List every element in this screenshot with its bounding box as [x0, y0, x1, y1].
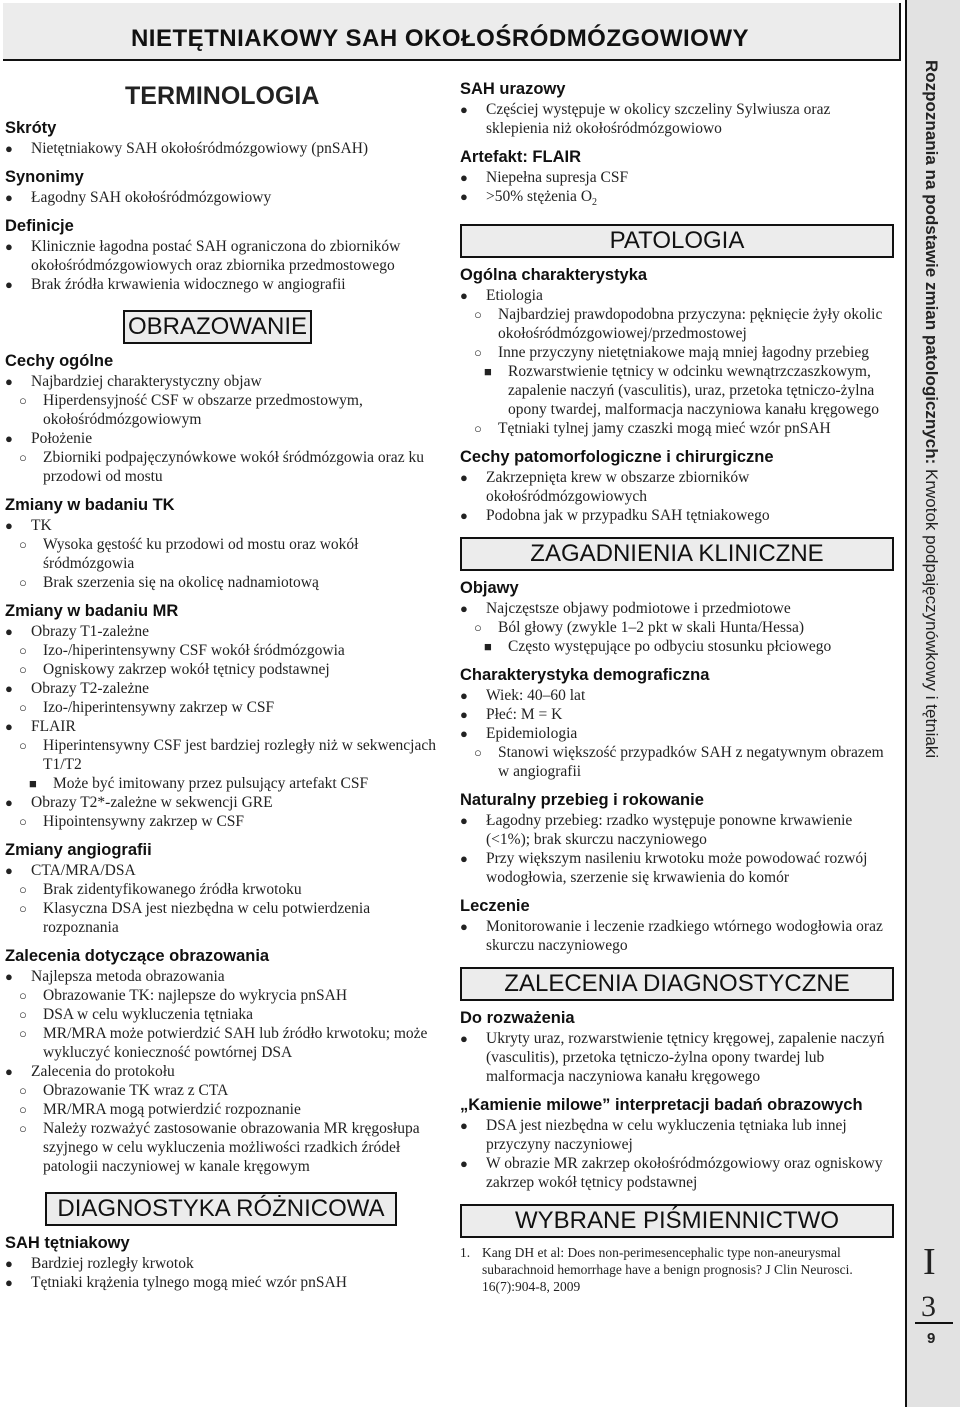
- circle-bullet-icon: ○: [474, 307, 482, 323]
- list-item: ● Najlepsza metoda obrazowania: [5, 968, 225, 985]
- list-item: ● Wiek: 40–60 lat: [460, 687, 586, 705]
- list-item: ● Klinicznie łagodna postać SAH ograniczona do zbiorników okołośródmózgowiowych oraz zbiornika przedmostowego: [5, 238, 401, 274]
- bullet-icon: ●: [460, 288, 468, 304]
- do-rozwazenia-heading: Do rozważenia: [460, 1009, 575, 1028]
- list-item: ● >50% stężenia $O_2$: [460, 188, 598, 209]
- przebieg-heading: Naturalny przebieg i rokowanie: [460, 791, 704, 810]
- bullet-icon: ●: [5, 277, 13, 292]
- clinical-heading: ZAGADNIENIA KLINICZNE: [530, 540, 824, 568]
- bullet-icon: ●: [460, 707, 468, 723]
- circle-bullet-icon: ○: [19, 1102, 27, 1117]
- bullet-icon: ●: [5, 431, 13, 446]
- list-item: ○ Izo-/hiperintensywny zakrzep w CSF: [19, 699, 275, 716]
- list-item: ● Nietętniakowy SAH okołośródmózgowiowy (pnSAH): [5, 140, 369, 157]
- list-item: ● Brak źródła krwawienia widocznego w angiografii: [5, 276, 346, 293]
- angio-heading: Zmiany angiografii: [5, 841, 152, 859]
- bullet-icon: ●: [5, 190, 13, 205]
- tk-heading: Zmiany w badaniu TK: [5, 496, 175, 514]
- section-box-clinical: [460, 537, 894, 571]
- circle-bullet-icon: ○: [474, 620, 482, 636]
- title-banner: [3, 3, 901, 61]
- divider: [915, 1322, 953, 1324]
- list-item: ● CTA/MRA/DSA: [5, 862, 136, 879]
- bullet-icon: ●: [5, 624, 13, 639]
- circle-bullet-icon: ○: [19, 814, 27, 829]
- page-title: NIETĘTNIAKOWY SAH OKOŁOŚRÓDMÓZGOWIOWY: [130, 25, 749, 52]
- bullet-icon: ●: [460, 1156, 468, 1172]
- reference-item: [460, 1244, 892, 1295]
- section-box-diagnostic: [460, 967, 894, 1001]
- list-item: ● TK: [5, 517, 52, 534]
- list-item: ○ Tętniaki tylnej jamy czaszki mogą mieć wzór pnSAH: [474, 420, 831, 438]
- circle-bullet-icon: ○: [19, 988, 27, 1003]
- section-box-literature: [460, 1204, 894, 1238]
- bullet-icon: ●: [5, 141, 13, 156]
- bullet-icon: ●: [460, 189, 468, 204]
- list-item: ● DSA jest niezbędna w celu wykluczenia tętniaka lub innej przyczyny naczyniowej: [460, 1117, 847, 1154]
- list-item: ● Bardziej rozległy krwotok: [5, 1255, 194, 1272]
- circle-bullet-icon: ○: [19, 882, 27, 897]
- list-item: ○ Stanowi większość przypadków SAH z negatywnym obrazem w angiografii: [474, 744, 884, 781]
- bullet-icon: ●: [460, 813, 468, 829]
- list-item: ● Płeć: M = K: [460, 706, 563, 724]
- bullet-icon: ●: [460, 508, 468, 524]
- section-box-imaging: [123, 310, 312, 344]
- leczenie-heading: Leczenie: [460, 897, 530, 916]
- list-item: ● Obrazy T2*-zależne w sekwencji GRE: [5, 794, 273, 811]
- list-item: ○ MR/MRA mogą potwierdzić rozpoznanie: [19, 1101, 301, 1118]
- zalecenia-heading: Zalecenia dotyczące obrazowania: [5, 947, 270, 965]
- sah-tetniakowy-heading: SAH tętniakowy: [5, 1234, 130, 1252]
- circle-bullet-icon: ○: [19, 575, 27, 590]
- demografia-heading: Charakterystyka demograficzna: [460, 666, 710, 685]
- reference-text: Kang DH et al: Does non-perimesencephalic type non-aneurysmal subarachnoid hemorrhage have a benign prognosis? J Clin Neurosci. 16(7):904-8, 2009: [482, 1245, 853, 1295]
- list-item: ● Łagodny SAH okołośródmózgowiowy: [5, 189, 272, 206]
- bullet-icon: ●: [5, 1064, 13, 1079]
- bullet-icon: ●: [5, 681, 13, 696]
- literature-heading: WYBRANE PIŚMIENNICTWO: [514, 1207, 839, 1235]
- list-item: ● Zalecenia do protokołu: [5, 1063, 175, 1080]
- differential-heading: DIAGNOSTYKA RÓŻNICOWA: [57, 1195, 385, 1222]
- list-item: ■ Często występujące po odbyciu stosunku płciowego: [484, 638, 832, 656]
- kamienie-heading: „Kamienie milowe” interpretacji badań obrazowych: [460, 1096, 863, 1115]
- list-item: ○ Najbardziej prawdopodobna przyczyna: pęknięcie żyły okolic okołośródmózgowiowej/przedmostowej: [474, 306, 883, 343]
- list-item: ○ Należy rozważyć zastosowanie obrazowania MR kręgosłupa szyjnego w celu wykluczenia możliwości rzadkich źródeł patologii naczyniowej w kanale kręgowym: [19, 1120, 420, 1175]
- list-item: ○ Ból głowy (zwykle 1–2 pkt w skali Hunta/Hessa): [474, 619, 805, 637]
- flair-heading: Artefakt: FLAIR: [460, 148, 582, 166]
- chapter-title-regular: Krwotok podpajęczynówkowy i tętniaki: [922, 464, 941, 759]
- bullet-icon: ●: [460, 1118, 468, 1134]
- reference-number: 1.: [460, 1245, 471, 1261]
- square-bullet-icon: ■: [484, 364, 492, 380]
- bullet-icon: ●: [460, 919, 468, 935]
- terminology-heading: TERMINOLOGIA: [125, 82, 320, 110]
- bullet-icon: ●: [460, 601, 468, 617]
- circle-bullet-icon: ○: [19, 643, 27, 658]
- diagnostic-heading: ZALECENIA DIAGNOSTYCZNE: [504, 970, 850, 998]
- synonimy-heading: Synonimy: [5, 168, 84, 186]
- patomorfologia-heading: Cechy patomorfologiczne i chirurgiczne: [460, 448, 774, 467]
- circle-bullet-icon: ○: [19, 1121, 27, 1136]
- circle-bullet-icon: ○: [19, 450, 27, 465]
- list-item: ○ Hiperintensywny CSF jest bardziej rozległy niż w sekwencjach T1/T2: [19, 737, 436, 773]
- bullet-icon: ●: [460, 851, 468, 867]
- section-box-pathology: [460, 224, 894, 258]
- circle-bullet-icon: ○: [19, 1083, 27, 1098]
- skroty-heading: Skróty: [5, 119, 57, 137]
- list-item: ● W obrazie MR zakrzep okołośródmózgowiowy oraz ogniskowy zakrzep wokół tętnicy podstawnej: [460, 1155, 883, 1192]
- circle-bullet-icon: ○: [474, 421, 482, 437]
- section-number: 3: [921, 1290, 936, 1323]
- list-item: ○ Hipointensywny zakrzep w CSF: [19, 813, 245, 830]
- bullet-icon: ●: [5, 719, 13, 734]
- bullet-icon: ●: [5, 239, 13, 254]
- list-item: ● Zakrzepnięta krew w obszarze zbiorników okołośródmózgowiowych: [460, 469, 750, 506]
- objawy-heading: Objawy: [460, 579, 519, 598]
- mr-heading: Zmiany w badaniu MR: [5, 602, 179, 620]
- list-item: ● Tętniaki krążenia tylnego mogą mieć wzór pnSAH: [5, 1274, 347, 1291]
- list-item: ● Monitorowanie i leczenie rzadkiego wtórnego wodogłowia oraz skurczu naczyniowego: [460, 918, 883, 955]
- circle-bullet-icon: ○: [19, 1026, 27, 1041]
- circle-bullet-icon: ○: [19, 537, 27, 552]
- square-bullet-icon: ■: [29, 776, 37, 791]
- list-item: ● Ukryty uraz, rozwarstwienie tętnicy kręgowej, zapalenie naczyń (vasculitis), przetoka tętniczo-żylna opony twardej lub malformacja naczyniowa kanału kręgowego: [460, 1030, 885, 1086]
- pathology-heading: PATOLOGIA: [609, 227, 745, 255]
- list-item: ○ Brak szerzenia się na okolicę nadnamiotową: [19, 574, 319, 591]
- circle-bullet-icon: ○: [19, 393, 27, 408]
- page-number: 9: [927, 1330, 936, 1347]
- bullet-icon: ●: [5, 795, 13, 810]
- circle-bullet-icon: ○: [474, 345, 482, 361]
- list-item: ○ Ogniskowy zakrzep wokół tętnicy podstawnej: [19, 661, 330, 678]
- ogolna-heading: Ogólna charakterystyka: [460, 266, 648, 285]
- bullet-icon: ●: [460, 470, 468, 486]
- imaging-heading: OBRAZOWANIE: [127, 313, 308, 340]
- bullet-icon: ●: [5, 1275, 13, 1290]
- chapter-title-bold: Rozpoznania na podstawie zmian patologicznych:: [922, 60, 941, 465]
- circle-bullet-icon: ○: [19, 700, 27, 715]
- list-item: ○ Brak zidentyfikowanego źródła krwotoku: [19, 881, 302, 898]
- bullet-icon: ●: [460, 102, 468, 117]
- circle-bullet-icon: ○: [19, 662, 27, 677]
- bullet-icon: ●: [5, 863, 13, 878]
- circle-bullet-icon: ○: [19, 901, 27, 916]
- list-item: ● Częściej występuje w okolicy szczeliny Sylwiusza oraz sklepienia niż okołośródmózgowiowo: [460, 101, 831, 137]
- bullet-icon: ●: [5, 1256, 13, 1271]
- list-item: ○ Obrazowanie TK: najlepsze do wykrycia pnSAH: [19, 987, 348, 1004]
- bullet-icon: ●: [460, 726, 468, 742]
- list-item: ○ DSA w celu wykluczenia tętniaka: [19, 1006, 254, 1023]
- list-item: ● Położenie: [5, 430, 93, 447]
- section-box-differential: [45, 1192, 397, 1226]
- list-item: ○ Wysoka gęstość ku przodowi od mostu oraz wokół śródmózgowia: [19, 536, 359, 572]
- bullet-icon: ●: [5, 969, 13, 984]
- square-bullet-icon: ■: [484, 639, 492, 655]
- list-item: ● Najczęstsze objawy podmiotowe i przedmiotowe: [460, 600, 791, 618]
- list-item: ○ Klasyczna DSA jest niezbędna w celu potwierdzenia rozpoznania: [19, 900, 371, 936]
- chapter-sidebar: [905, 0, 960, 1407]
- list-item: ● FLAIR: [5, 718, 76, 735]
- left-column: [5, 78, 442, 1292]
- list-item: ● Niepełna supresja CSF: [460, 169, 629, 186]
- list-item: ● Obrazy T1-zależne: [5, 623, 150, 640]
- circle-bullet-icon: ○: [19, 1007, 27, 1022]
- bullet-icon: ●: [460, 688, 468, 704]
- section-roman: I: [923, 1241, 936, 1283]
- list-item: ● Przy większym nasileniu krwotoku może powodować rozwój wodogłowia, szerzenie się krwawienia do komór: [460, 850, 868, 887]
- list-item: ● Etiologia: [460, 287, 543, 305]
- list-item: ■ Może być imitowany przez pulsujący artefakt CSF: [29, 775, 369, 792]
- list-item: ■ Rozwarstwienie tętnicy w odcinku wewnątrzczaszkowym, zapalenie naczyń (vasculitis), uraz, przetoka tętniczo-żylna opony twardej, malformacja naczyniowa kanału kręgowego: [484, 363, 879, 419]
- list-item: ○ MR/MRA może potwierdzić SAH lub źródło krwotoku; może wykluczyć konieczność powtórnej DSA: [19, 1025, 428, 1061]
- list-item: ● Podobna jak w przypadku SAH tętniakowego: [460, 507, 770, 525]
- list-item: ○ Hiperdensyjność CSF w obszarze przedmostowym, okołośródmózgowiowym: [19, 392, 363, 428]
- list-item: ○ Izo-/hiperintensywny CSF wokół śródmózgowia: [19, 642, 345, 659]
- bullet-icon: ●: [5, 374, 13, 389]
- list-item: ● Obrazy T2-zależne: [5, 680, 150, 697]
- sah-urazowy-heading: SAH urazowy: [460, 80, 566, 98]
- circle-bullet-icon: ○: [19, 738, 27, 753]
- list-item: ○ Obrazowanie TK wraz z CTA: [19, 1082, 229, 1099]
- list-item: ● Epidemiologia: [460, 725, 578, 743]
- bullet-icon: ●: [460, 1031, 468, 1047]
- definicje-heading: Definicje: [5, 217, 74, 235]
- bullet-icon: ●: [460, 170, 468, 185]
- circle-bullet-icon: ○: [474, 745, 482, 761]
- bullet-icon: ●: [5, 518, 13, 533]
- list-item: ○ Inne przyczyny nietętniakowe mają mniej łagodny przebieg: [474, 344, 869, 362]
- chapter-title: [921, 60, 947, 860]
- cechy-heading: Cechy ogólne: [5, 352, 114, 370]
- right-column: [460, 78, 892, 1295]
- list-item: ● Łagodny przebieg: rzadko występuje ponowne krwawienie (<1%); brak skurczu naczyniowego: [460, 812, 853, 849]
- list-item: ○ Zbiorniki podpajęczynówkowe wokół śródmózgowia oraz ku przodowi od mostu: [19, 449, 424, 485]
- list-item: ● Najbardziej charakterystyczny objaw: [5, 373, 262, 390]
